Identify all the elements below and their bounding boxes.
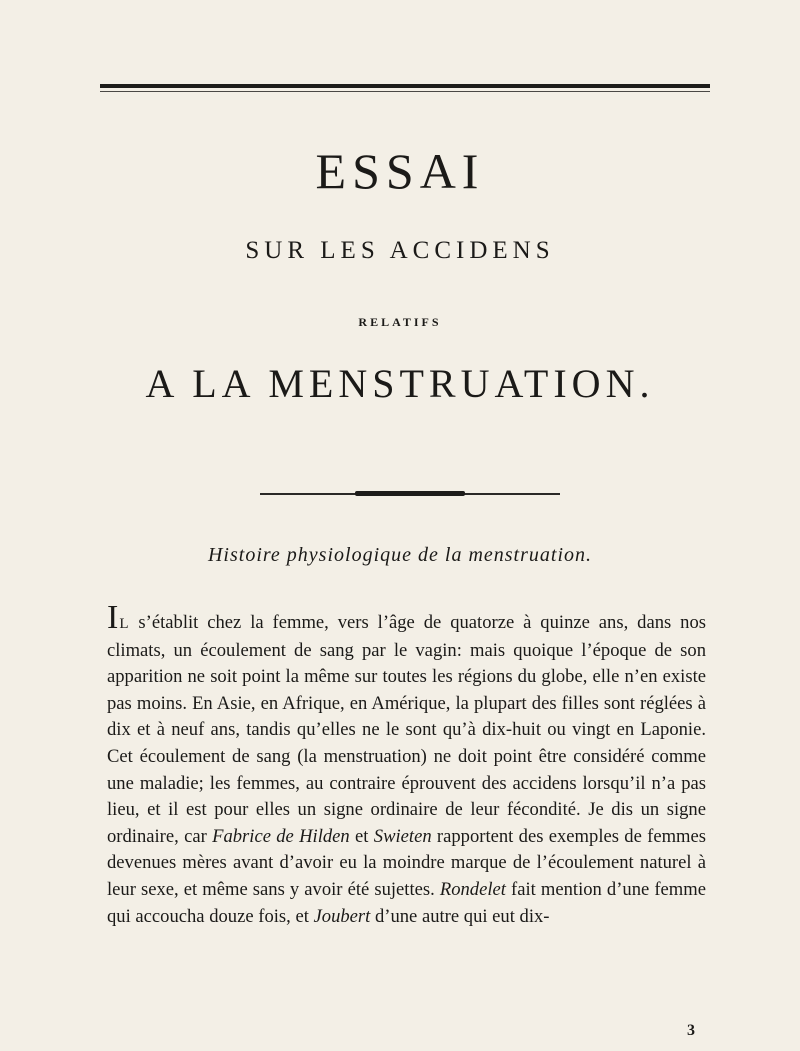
text-run: s’établit chez la femme, vers l’âge de quatorze à quinze ans, dans nos climats, un écoulement de sang par le vagin: mais quoique l’époque de son apparition ne soit point la même sur toutes les régions du globe, elle n’en existe pas moins. En Asie, en Afrique, en Amérique, la plupart des filles sont réglées à dix et à neuf ans, tandis qu’elles ne le sont qu’à dix-huit ou vingt en Laponie. Cet écoulement de sang (la menstruation) ne doit point être considéré comme une maladie; les femmes, au contraire éprouvent des accidens lorsqu’il n’a pas lieu, et il est pour elles un signe ordinaire de leur fécondité. Je dis un signe ordinaire, car xyxy=(107,612,706,847)
subtitle: SUR LES ACCIDENS xyxy=(245,237,555,264)
author-name: Fabrice de Hilden xyxy=(212,825,350,847)
title: ESSAI xyxy=(315,143,485,199)
text-run: d’une autre qui eut dix- xyxy=(370,905,550,927)
relatifs-label: RELATIFS xyxy=(358,315,442,329)
top-rule xyxy=(100,84,710,88)
text-run: et xyxy=(349,825,374,847)
top-rule-thin xyxy=(100,91,710,92)
text-run: fait mention d’une femme qui accoucha douze fois, et xyxy=(107,878,706,927)
section-heading: Histoire physiologique de la menstruation. xyxy=(207,544,592,566)
drop-cap: I xyxy=(107,599,120,636)
author-name: Swieten xyxy=(373,825,432,847)
author-name: Rondelet xyxy=(439,878,506,900)
signature-mark: 3 xyxy=(687,1022,695,1039)
author-name: Joubert xyxy=(313,905,371,927)
section-rule-ornament xyxy=(355,491,465,496)
drop-cap-rest: L xyxy=(119,616,130,632)
text-run: rapportent des exemples de femmes devenues mères avant d’avoir eu la moindre marque de l’écoulement naturel à leur sexe, et même sans y avoir été sujettes. xyxy=(107,825,707,900)
body-paragraph xyxy=(107,599,707,930)
main-title: A LA MENSTRUATION. xyxy=(145,361,655,406)
